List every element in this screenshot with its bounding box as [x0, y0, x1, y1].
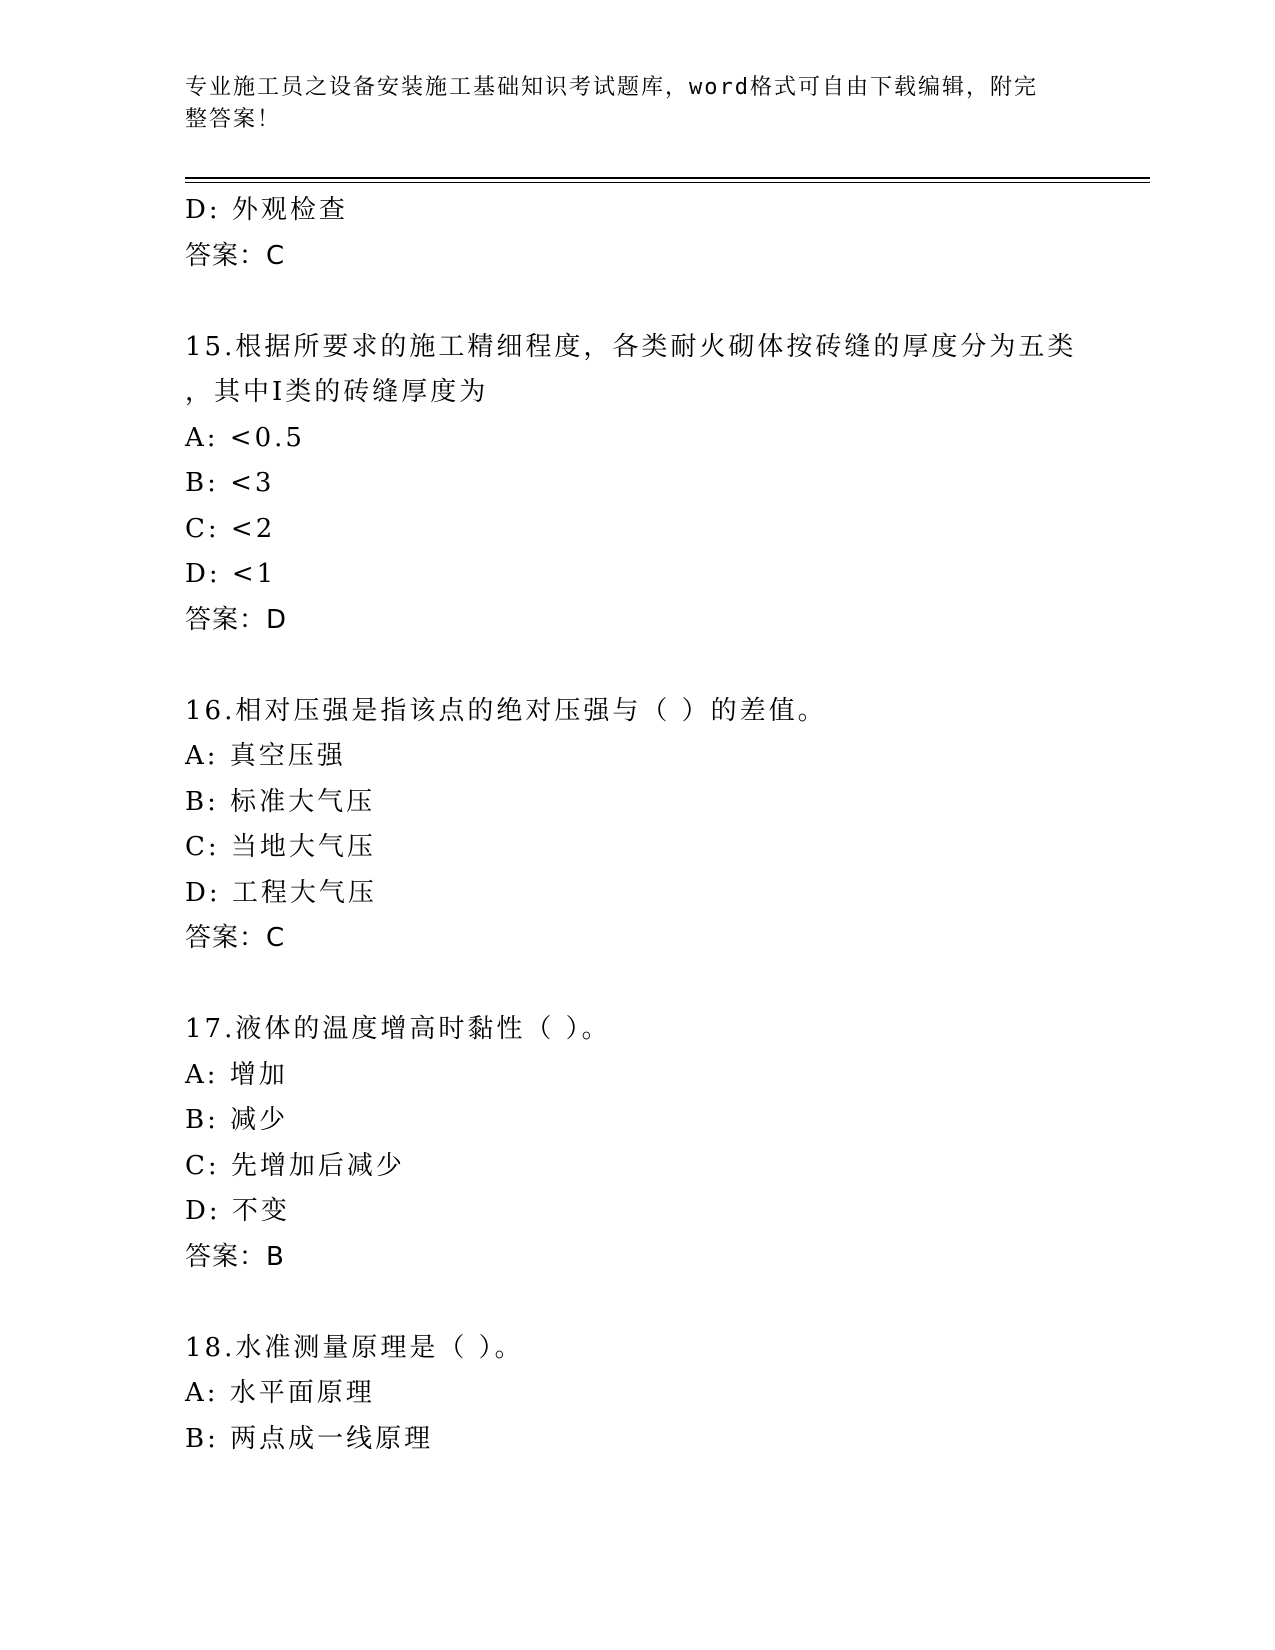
- question-17-answer: 答案：B: [185, 1241, 285, 1272]
- question-15-text: 15.根据所要求的施工精细程度，各类耐火砌体按砖缝的厚度分为五类: [185, 331, 1077, 362]
- question-15-option-c: C: <2: [185, 513, 276, 544]
- spacer: [185, 1280, 1105, 1326]
- spacer: [185, 962, 1105, 1008]
- header-line-1: 专业施工员之设备安装施工基础知识考试题库，word格式可自由下载编辑，附完: [185, 75, 1038, 100]
- question-18-option-a: A: 水平面原理: [185, 1378, 375, 1408]
- question-18-option-b: B: 两点成一线原理: [185, 1423, 434, 1454]
- spacer: [185, 279, 1105, 325]
- question-15-option-d: D: <1: [185, 559, 277, 589]
- question-list: [185, 188, 1105, 1462]
- question-17-text: 17.液体的温度增高时黏性（ ）。: [185, 1014, 611, 1044]
- question-17-option-d: D: 不变: [185, 1196, 290, 1226]
- document-header: [185, 72, 1065, 136]
- header-divider-thick: [185, 177, 1150, 179]
- question-18-text: 18.水准测量原理是（ ）。: [185, 1332, 524, 1363]
- question-16-text: 16.相对压强是指该点的绝对压强与（ ）的差值。: [185, 695, 827, 726]
- question-16-option-b: B: 标准大气压: [185, 786, 376, 817]
- question-16-option-a: A: 真空压强: [185, 741, 346, 771]
- header-line-2: 整答案！: [185, 107, 282, 132]
- question-15-option-b: B: <3: [185, 468, 275, 498]
- question-17-option-b: B: 减少: [185, 1105, 289, 1135]
- question-16-answer: 答案：C: [185, 923, 286, 953]
- question-16-option-c: C: 当地大气压: [185, 832, 376, 862]
- question-15-option-a: A: <0.5: [185, 422, 305, 453]
- question-16-option-d: D: 工程大气压: [185, 877, 377, 908]
- option-d-text: D: 外观检查: [185, 195, 348, 225]
- question-17-option-a: A: 增加: [185, 1059, 288, 1090]
- spacer: [185, 643, 1105, 689]
- question-15-answer: 答案：D: [185, 604, 288, 635]
- question-15-text-cont: ，其中Ⅰ类的砖缝厚度为: [185, 377, 489, 407]
- header-divider-thin: [185, 182, 1150, 183]
- answer-line: 答案：C: [185, 240, 286, 271]
- question-17-option-c: C: 先增加后减少: [185, 1150, 405, 1181]
